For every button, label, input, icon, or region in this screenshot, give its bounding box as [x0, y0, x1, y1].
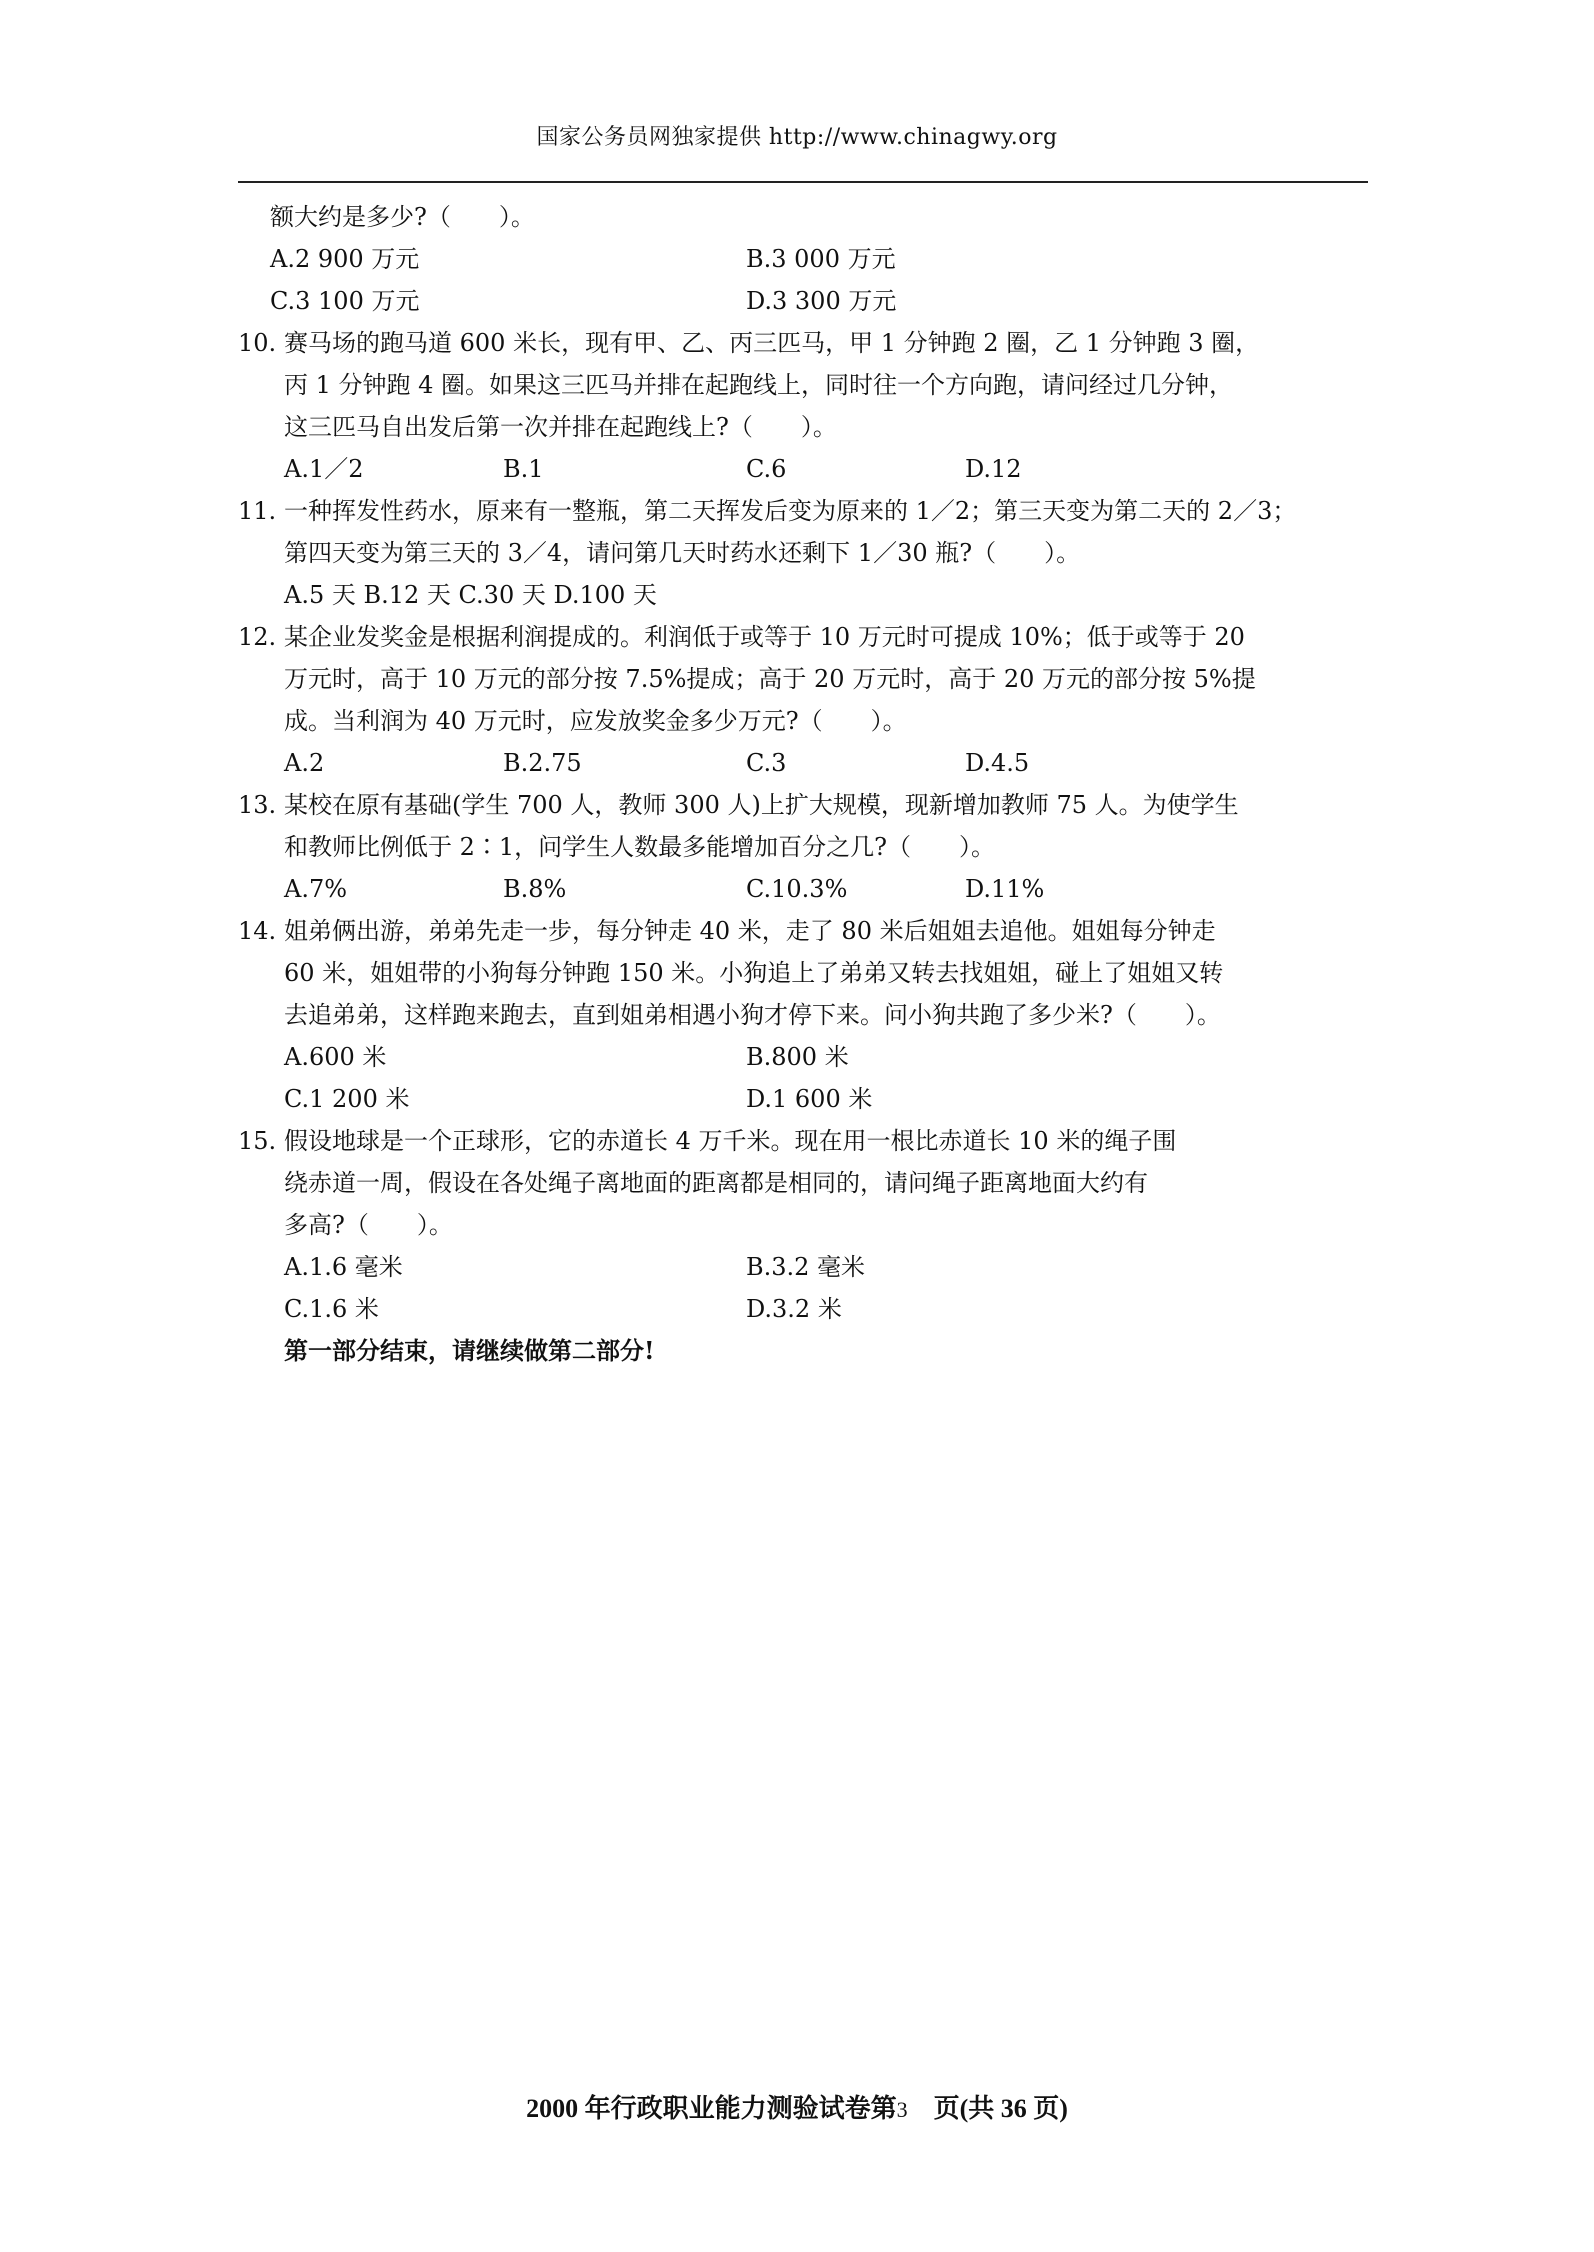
q13-stem-1: 某校在原有基础(学生 700 人，教师 300 人)上扩大规模，现新增加教师 75 人。为使学生: [284, 791, 1239, 819]
q15-options-row-2: [238, 1288, 1368, 1330]
q13-options: [238, 868, 1368, 910]
q12-option-b: B.2.75: [503, 749, 582, 777]
q10-options: [238, 448, 1368, 490]
q15-stem-3: 多高?（ ）。: [284, 1211, 453, 1239]
q10-option-a: A.1／2: [284, 455, 364, 483]
q12-option-d: D.4.5: [965, 749, 1030, 777]
q10-stem-3: 这三匹马自出发后第一次并排在起跑线上?（ ）。: [284, 413, 837, 441]
q12-option-a: A.2: [284, 749, 325, 777]
q9-option-c: C.3 100 万元: [270, 287, 420, 315]
q14-options-row-2: [238, 1078, 1368, 1120]
q11-number: 11.: [238, 497, 277, 525]
q13-option-c: C.10.3%: [746, 875, 848, 903]
q14-option-b: B.800 米: [746, 1043, 849, 1071]
q14-stem-3: 去追弟弟，这样跑来跑去，直到姐弟相遇小狗才停下来。问小狗共跑了多少米?（ ）。: [284, 1001, 1221, 1029]
q12-stem-2: 万元时，高于 10 万元的部分按 7.5%提成；高于 20 万元时，高于 20 万元的部分按 5%提: [284, 665, 1256, 693]
q10-stem-1: 赛马场的跑马道 600 米长，现有甲、乙、丙三匹马，甲 1 分钟跑 2 圈，乙 1 分钟跑 3 圈，: [284, 329, 1260, 357]
q14-option-a: A.600 米: [284, 1043, 387, 1071]
q12-number: 12.: [238, 623, 277, 651]
q11-stem-2: 第四天变为第三天的 3／4，请问第几天时药水还剩下 1／30 瓶?（ ）。: [284, 539, 1081, 567]
q11-stem-1: 一种挥发性药水，原来有一整瓶，第二天挥发后变为原来的 1／2；第三天变为第二天的 2／3；: [284, 497, 1297, 525]
q13-option-a: A.7%: [284, 875, 348, 903]
q14-option-d: D.1 600 米: [746, 1085, 873, 1113]
q15-option-c: C.1.6 米: [284, 1295, 379, 1323]
q9-option-b: B.3 000 万元: [746, 245, 896, 273]
footer-page-number: 3: [896, 2097, 908, 2122]
q10-option-c: C.6: [746, 455, 787, 483]
q14-option-c: C.1 200 米: [284, 1085, 410, 1113]
q15-line-1: [238, 1120, 1368, 1162]
page-footer: [0, 2088, 1594, 2125]
q13-number: 13.: [238, 791, 277, 819]
q9-stem-tail: 额大约是多少?（ ）。: [270, 203, 535, 231]
q15-number: 15.: [238, 1127, 277, 1155]
q12-stem-3: 成。当利润为 40 万元时，应发放奖金多少万元?（ ）。: [284, 707, 907, 735]
q14-options-row-1: [238, 1036, 1368, 1078]
q9-options-row-2: [238, 280, 1368, 322]
q15-option-d: D.3.2 米: [746, 1295, 842, 1323]
page-content: [238, 196, 1368, 1372]
q13-option-d: D.11%: [965, 875, 1045, 903]
q12-options: [238, 742, 1368, 784]
q12-line-1: [238, 616, 1368, 658]
q15-stem-1: 假设地球是一个正球形，它的赤道长 4 万千米。现在用一根比赤道长 10 米的绳子围: [284, 1127, 1177, 1155]
q15-option-a: A.1.6 毫米: [284, 1253, 403, 1281]
q10-number: 10.: [238, 329, 277, 357]
q10-option-b: B.1: [503, 455, 544, 483]
q14-stem-2: 60 米，姐姐带的小狗每分钟跑 150 米。小狗追上了弟弟又转去找姐姐，碰上了姐姐又转: [284, 959, 1224, 987]
section-end-notice: 第一部分结束，请继续做第二部分!: [284, 1336, 655, 1365]
q12-stem-1: 某企业发奖金是根据利润提成的。利润低于或等于 10 万元时可提成 10%；低于或等于 20: [284, 623, 1245, 651]
q15-stem-2: 绕赤道一周，假设在各处绳子离地面的距离都是相同的，请问绳子距离地面大约有: [284, 1169, 1148, 1197]
header-divider: [238, 181, 1368, 183]
q10-line-1: [238, 322, 1368, 364]
q14-line-1: [238, 910, 1368, 952]
q11-options: A.5 天 B.12 天 C.30 天 D.100 天: [284, 581, 657, 609]
page-header: 国家公务员网独家提供 http://www.chinagwy.org: [536, 125, 1058, 150]
q9-option-d: D.3 300 万元: [746, 287, 897, 315]
q13-stem-2: 和教师比例低于 2∶1，问学生人数最多能增加百分之几?（ ）。: [284, 833, 996, 861]
q15-option-b: B.3.2 毫米: [746, 1253, 866, 1281]
footer-total-pages: 页(共 36 页): [933, 2094, 1068, 2123]
q9-option-a: A.2 900 万元: [270, 245, 420, 273]
q12-option-c: C.3: [746, 749, 787, 777]
q13-line-1: [238, 784, 1368, 826]
q10-option-d: D.12: [965, 455, 1022, 483]
q14-stem-1: 姐弟俩出游，弟弟先走一步，每分钟走 40 米，走了 80 米后姐姐去追他。姐姐每分钟走: [284, 917, 1216, 945]
q9-options-row-1: [238, 238, 1368, 280]
q13-option-b: B.8%: [503, 875, 567, 903]
footer-title: 2000 年行政职业能力测验试卷第: [526, 2094, 897, 2123]
q15-options-row-1: [238, 1246, 1368, 1288]
q14-number: 14.: [238, 917, 277, 945]
q10-stem-2: 丙 1 分钟跑 4 圈。如果这三匹马并排在起跑线上，同时往一个方向跑，请问经过几分钟，: [284, 371, 1234, 399]
q11-line-1: [238, 490, 1368, 532]
